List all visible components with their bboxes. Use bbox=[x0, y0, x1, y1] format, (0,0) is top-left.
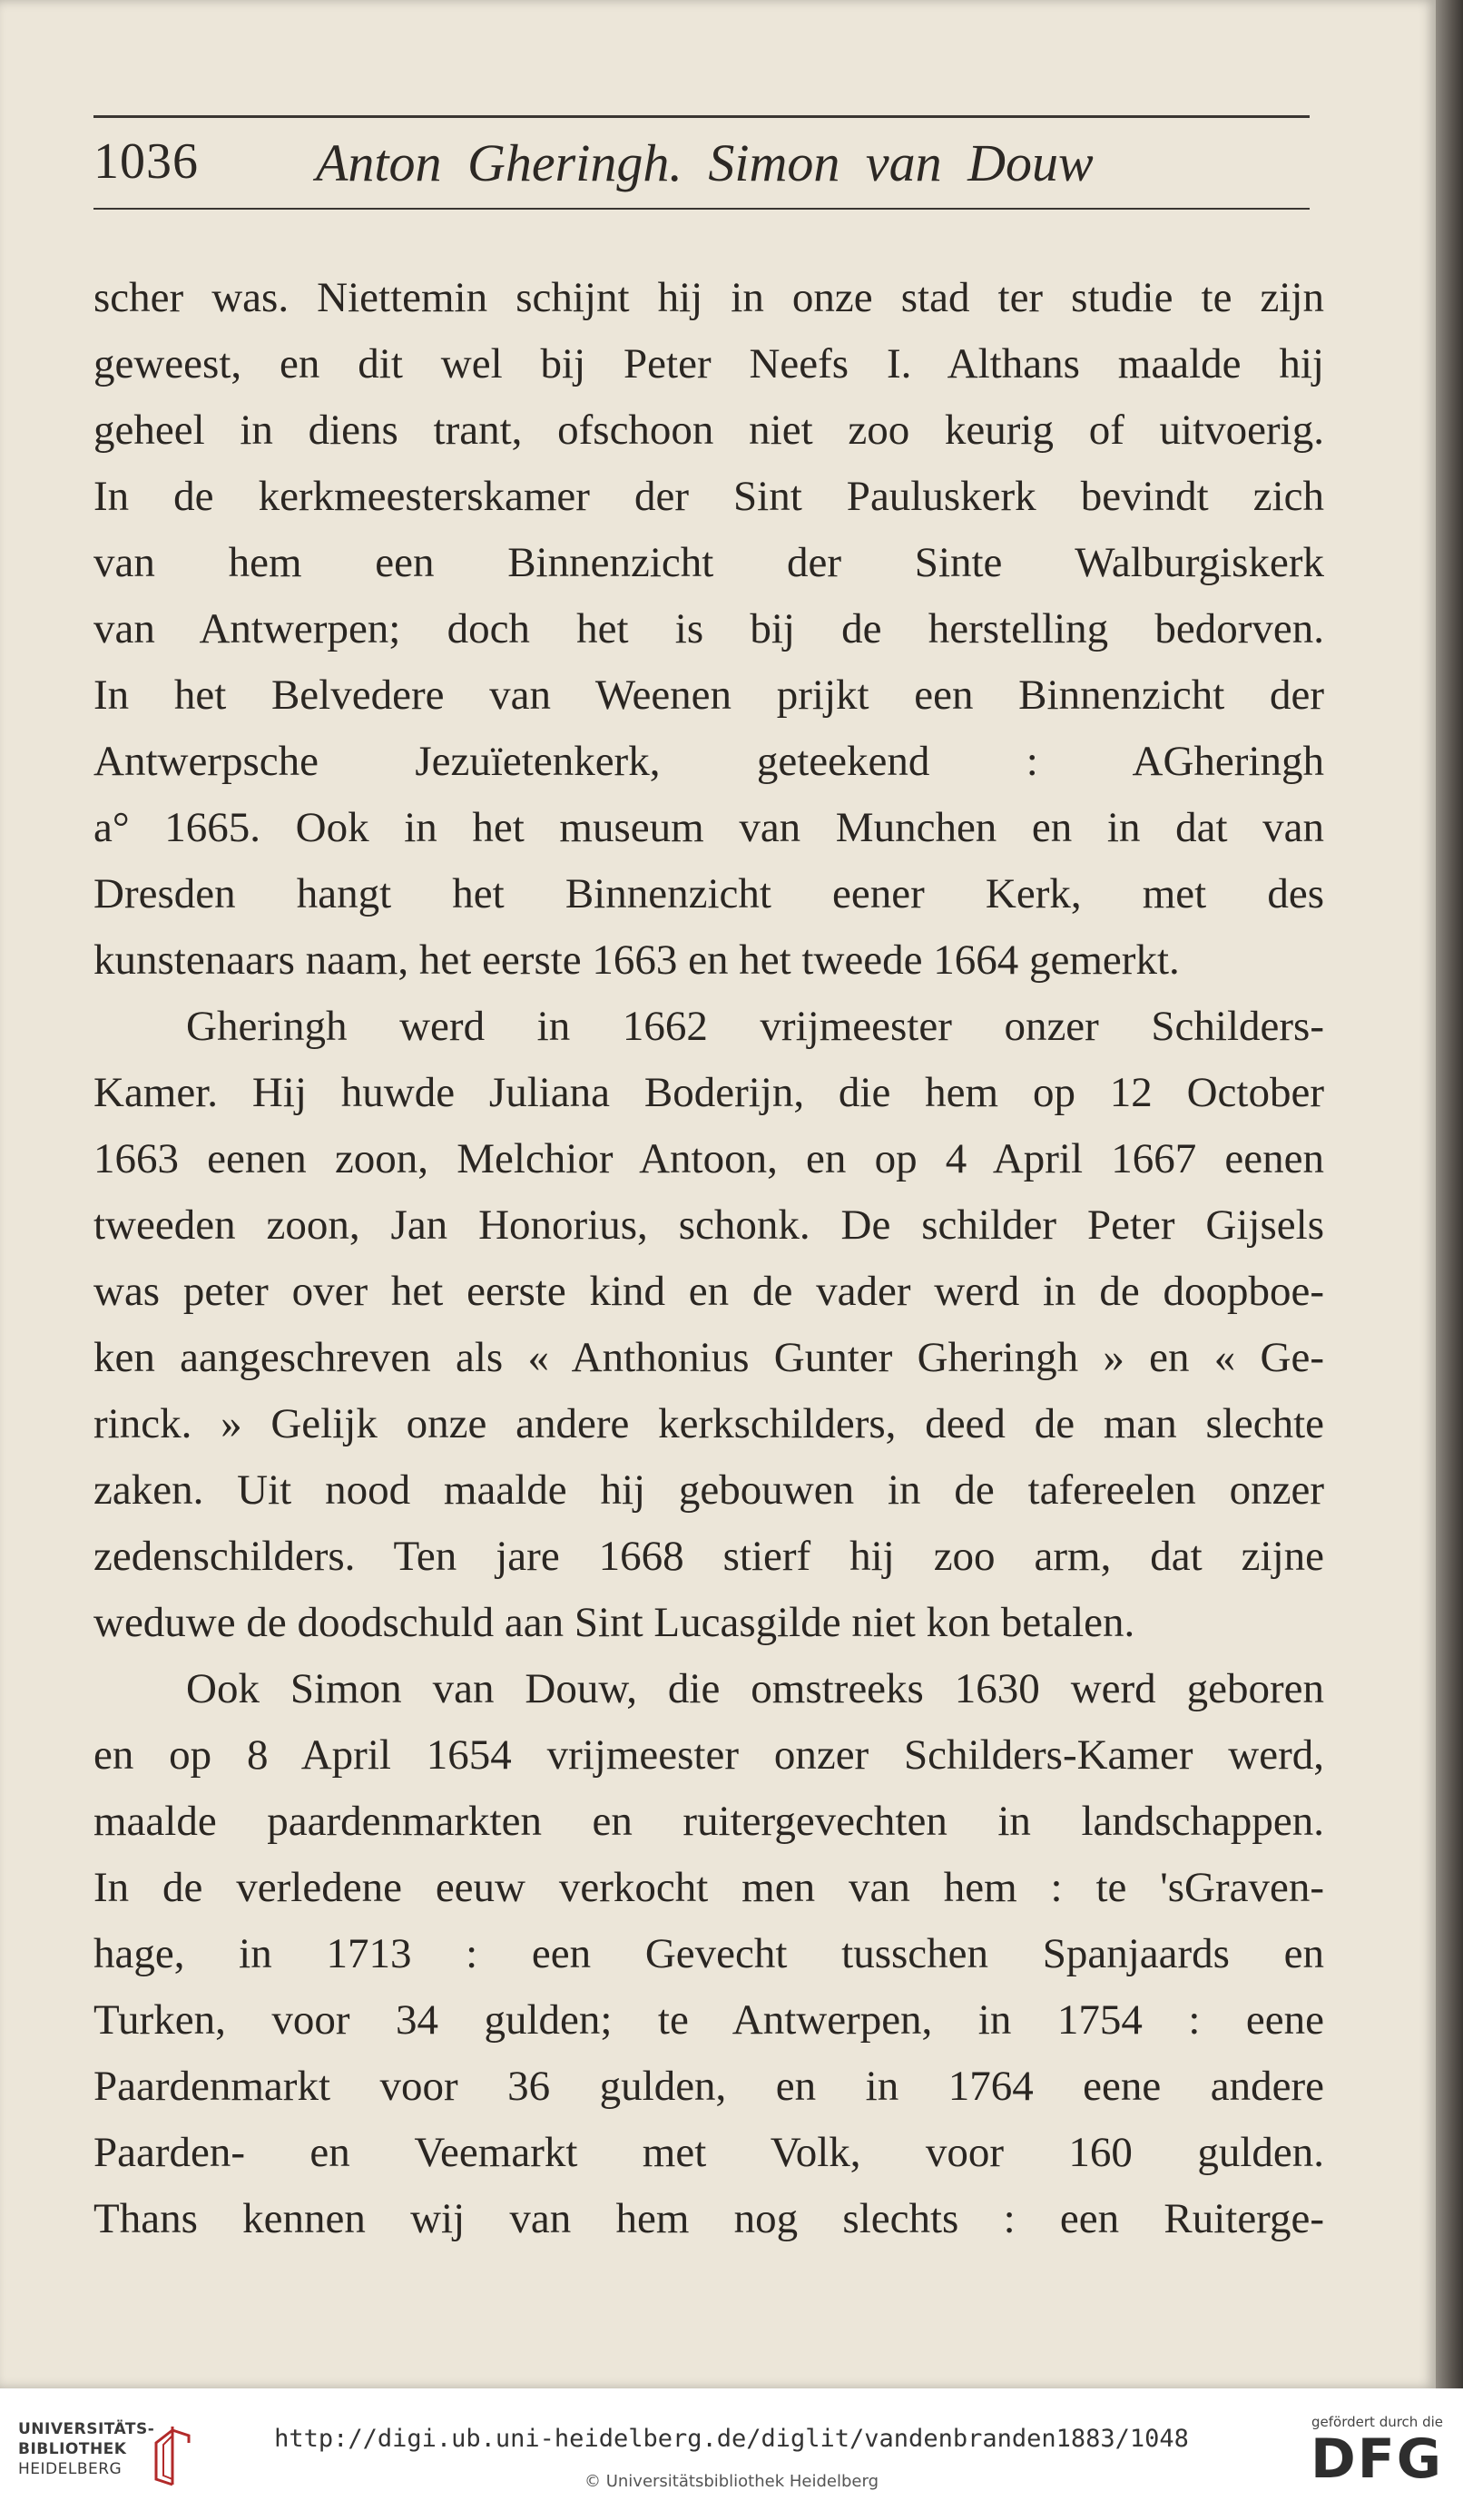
funder-badge bbox=[1298, 2414, 1443, 2505]
funding-caption: gefördert durch die bbox=[1311, 2414, 1443, 2430]
text-line: Gheringh werd in 1662 vrijmeester onzer Schilders- bbox=[186, 1003, 1324, 1050]
text-line: kunstenaars naam, het eerste 1663 en het tweede 1664 gemerkt. bbox=[93, 936, 1180, 984]
text-line: zedenschilders. Ten jare 1668 stierf hij zoo arm, dat zijne bbox=[93, 1533, 1324, 1580]
text-line: scher was. Niettemin schijnt hij in onze stad ter studie te zijn bbox=[93, 274, 1324, 321]
text-line: maalde paardenmarkten en ruitergevechten in landschappen. bbox=[93, 1798, 1324, 1845]
library-name-line-2: BIBLIOTHEK bbox=[18, 2440, 127, 2458]
text-line: Paardenmarkt voor 36 gulden, en in 1764 eene andere bbox=[93, 2063, 1324, 2110]
text-line: weduwe de doodschuld aan Sint Lucasgilde niet kon betalen. bbox=[93, 1599, 1135, 1646]
text-line: zaken. Uit nood maalde hij gebouwen in de tafereelen onzer bbox=[93, 1466, 1324, 1514]
text-line: geheel in diens trant, ofschoon niet zoo keurig of uitvoerig. bbox=[93, 407, 1324, 454]
library-name-line-3: HEIDELBERG bbox=[18, 2460, 123, 2478]
dfg-logo: DFG bbox=[1310, 2427, 1443, 2491]
text-line: tweeden zoon, Jan Honorius, schonk. De schilder Peter Gijsels bbox=[93, 1201, 1324, 1249]
copyright-notice: © Universitätsbibliothek Heidelberg bbox=[584, 2472, 879, 2491]
text-line: In de kerkmeesterskamer der Sint Pauluskerk bevindt zich bbox=[93, 473, 1324, 520]
text-line: 1663 eenen zoon, Melchior Antoon, en op 4 April 1667 eenen bbox=[93, 1135, 1324, 1182]
text-line: Thans kennen wij van hem nog slechts : een Ruiterge- bbox=[93, 2195, 1324, 2242]
text-line: was peter over het eerste kind en de vader werd in de doopboe- bbox=[93, 1268, 1324, 1315]
text-line: geweest, en dit wel bij Peter Neefs I. Althans maalde hij bbox=[93, 340, 1324, 387]
text-line: Ook Simon van Douw, die omstreeks 1630 werd geboren bbox=[186, 1665, 1324, 1712]
text-line: Dresden hangt het Binnenzicht eener Kerk, met des bbox=[93, 870, 1324, 917]
text-line: a° 1665. Ook in het museum van Munchen en in dat van bbox=[93, 804, 1324, 851]
text-line: In het Belvedere van Weenen prijkt een Binnenzicht der bbox=[93, 672, 1324, 719]
text-line: Kamer. Hij huwde Juliana Boderijn, die hem op 12 October bbox=[93, 1069, 1324, 1116]
book-edge bbox=[1436, 0, 1463, 2388]
text-line: van hem een Binnenzicht der Sinte Walburgiskerk bbox=[93, 539, 1324, 586]
text-line: ken aangeschreven als « Anthonius Gunter Gheringh » en « Ge- bbox=[93, 1334, 1324, 1381]
text-line: Turken, voor 34 gulden; te Antwerpen, in 1754 : eene bbox=[93, 1996, 1324, 2044]
running-head: Anton Gheringh. Simon van Douw bbox=[316, 133, 1094, 192]
text-line: hage, in 1713 : een Gevecht tusschen Spanjaards en bbox=[93, 1930, 1324, 1977]
text-line: Antwerpsche Jezuïetenkerk, geteekend : AGheringh bbox=[93, 738, 1324, 785]
text-line: van Antwerpen; doch het is bij de herstelling bedorven. bbox=[93, 605, 1324, 652]
body-text bbox=[93, 265, 1324, 2252]
header-rule-bottom bbox=[93, 208, 1310, 210]
header-rule-top bbox=[93, 115, 1310, 118]
text-line: In de verledene eeuw verkocht men van hem : te 'sGraven- bbox=[93, 1864, 1324, 1911]
page-number: 1036 bbox=[93, 133, 199, 190]
text-line: en op 8 April 1654 vrijmeester onzer Schilders-Kamer werd, bbox=[93, 1731, 1324, 1779]
page-header bbox=[93, 127, 1310, 200]
library-name-line-1: UNIVERSITÄTS- bbox=[18, 2420, 155, 2438]
text-line: Paarden- en Veemarkt met Volk, voor 160 gulden. bbox=[93, 2129, 1324, 2176]
footer-bar bbox=[0, 2388, 1463, 2520]
source-url-link[interactable]: http://digi.ub.uni-heidelberg.de/diglit/vandenbranden1883/1048 bbox=[274, 2425, 1189, 2453]
text-line: rinck. » Gelijk onze andere kerkschilders, deed de man slechte bbox=[93, 1400, 1324, 1447]
